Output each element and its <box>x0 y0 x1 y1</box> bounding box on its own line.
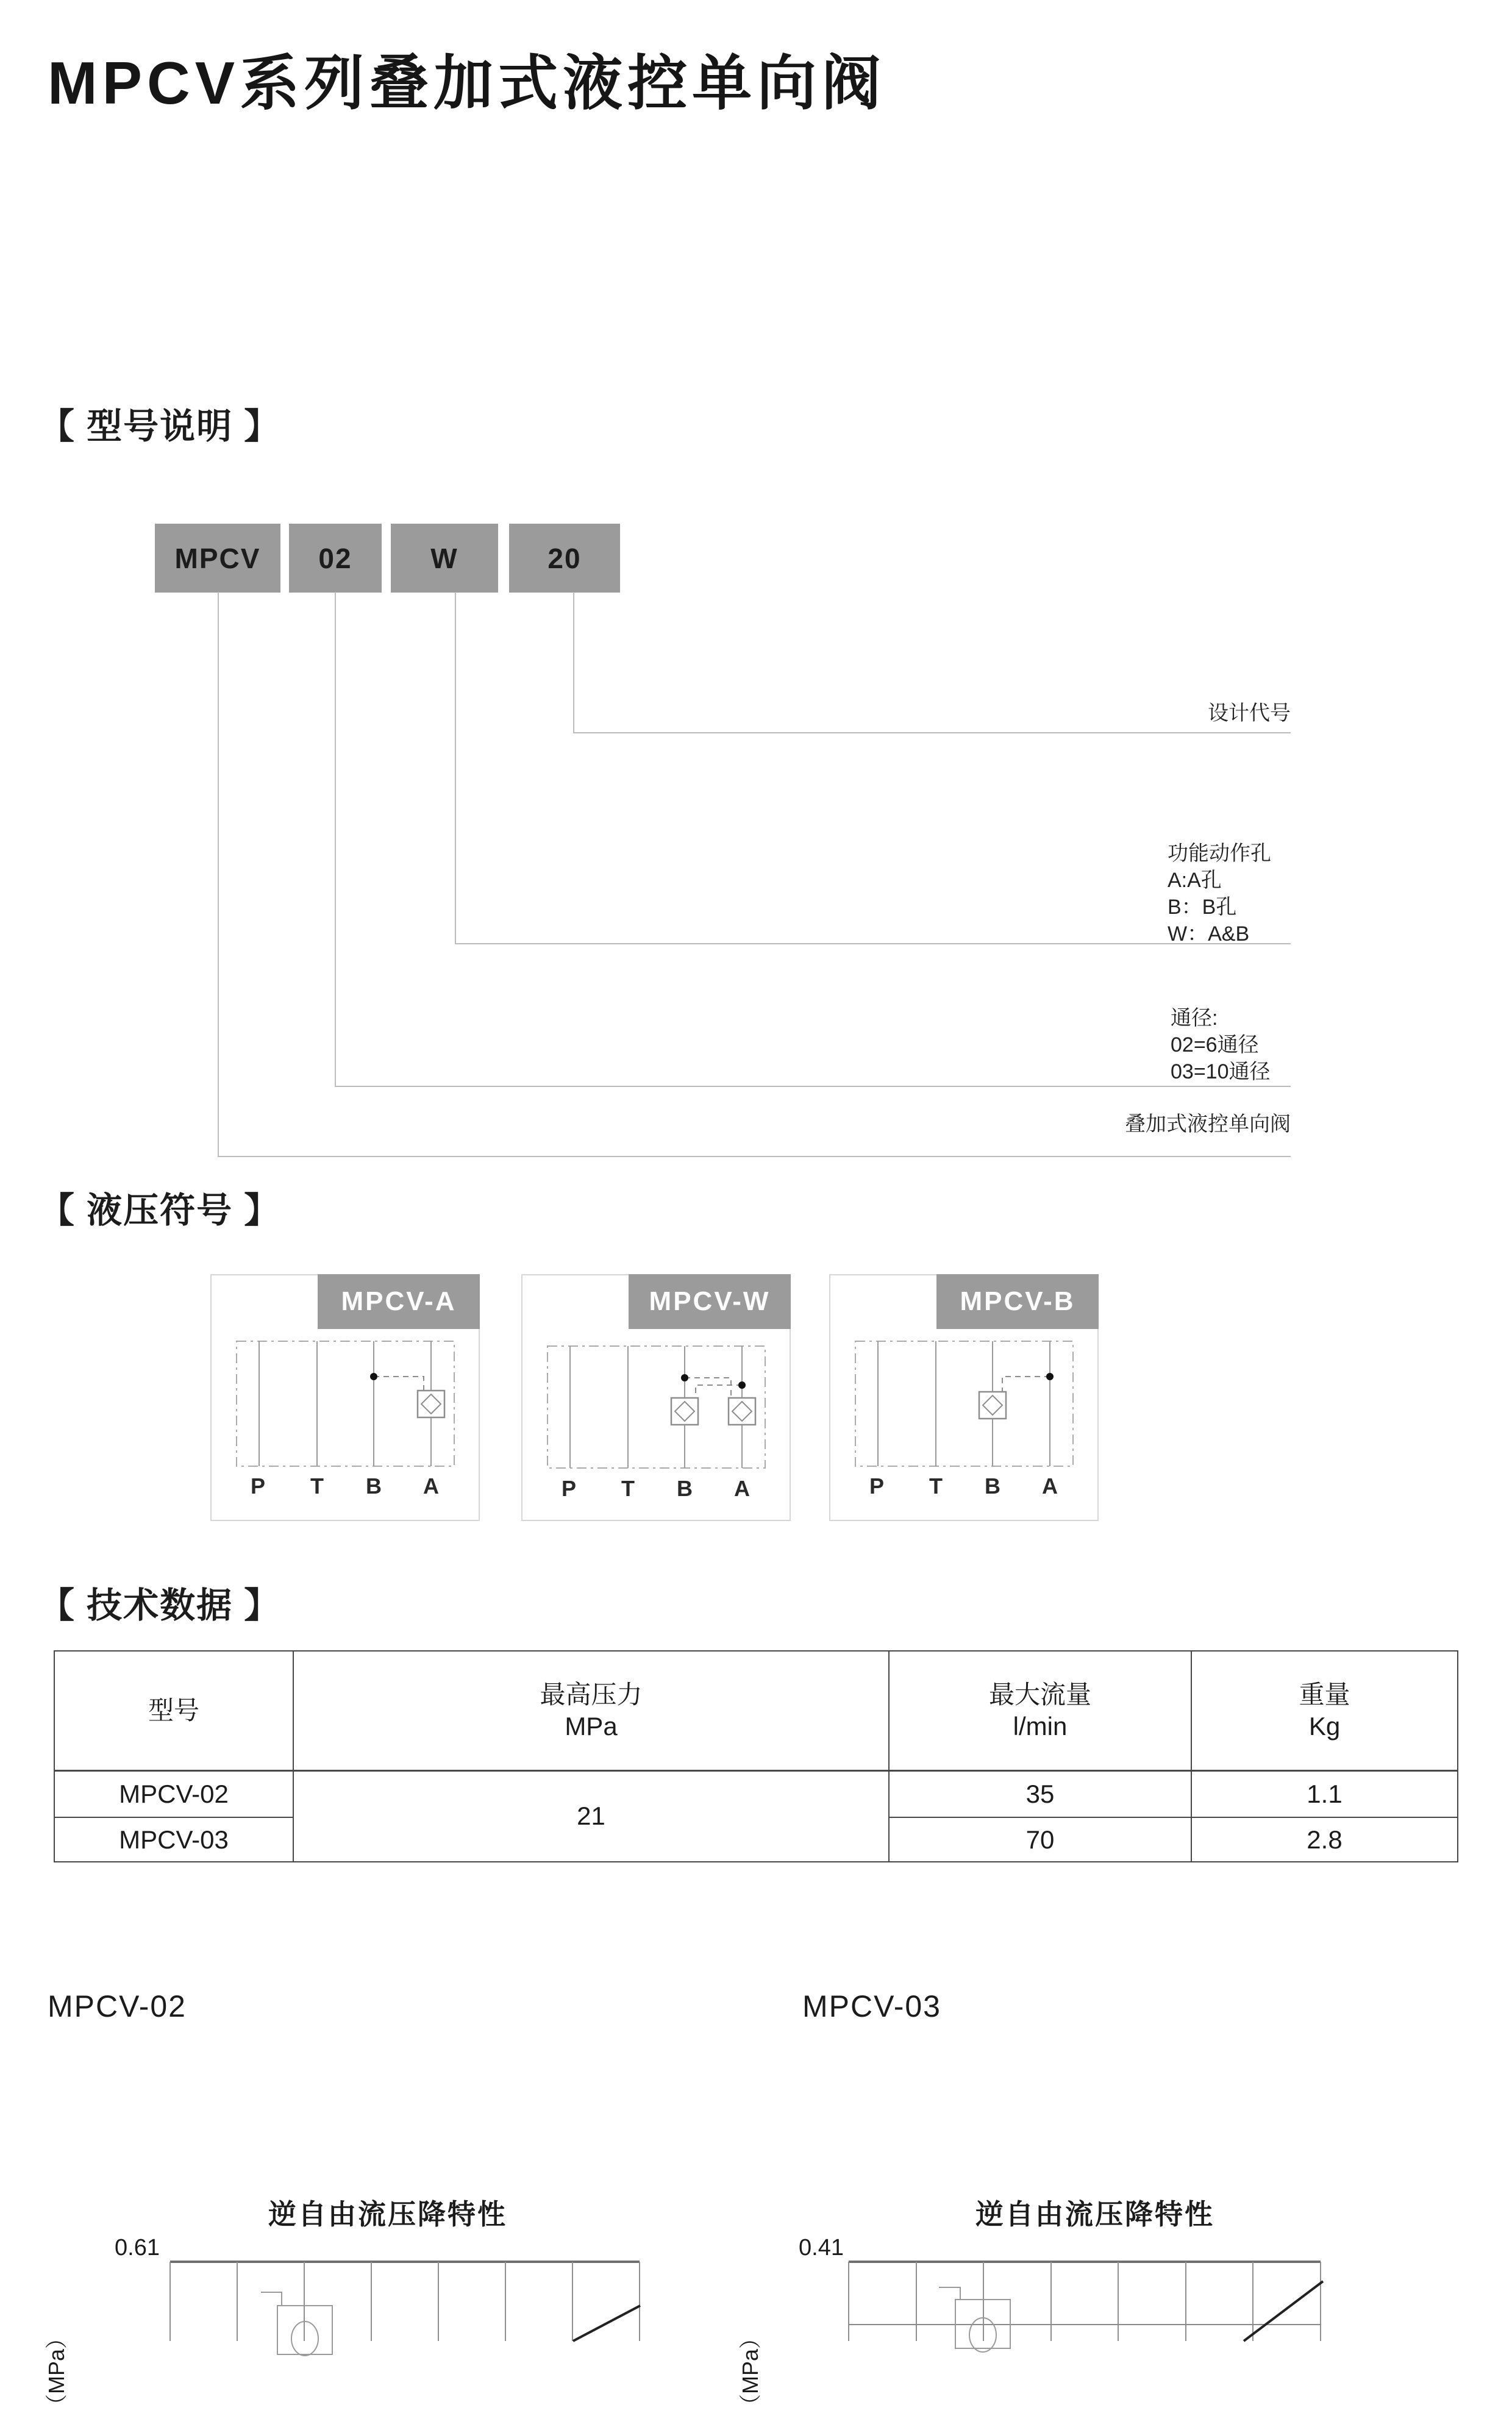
port-label-a: A <box>734 1476 750 1501</box>
chart-grid-left <box>67 2225 695 2341</box>
connector-function-vertical <box>455 592 456 944</box>
model-code-box-function: W <box>391 524 498 593</box>
callout-function-port-line2: A:A孔 <box>1168 869 1222 892</box>
y-axis-tick-left: 0.61 <box>115 2235 160 2261</box>
model-code-box-series: MPCV <box>155 524 280 593</box>
panel-label-mpcv-w: MPCV-W <box>629 1274 791 1329</box>
table-header-weight: 重量 Kg <box>1191 1651 1458 1770</box>
tech-data-table <box>54 1650 1458 1862</box>
page-title: MPCV系列叠加式液控单向阀 <box>48 49 886 116</box>
table-row <box>54 1770 1458 1817</box>
section-heading-model-code: 【 型号说明 】 <box>39 407 281 446</box>
symbol-panel-mpcv-b <box>829 1274 1099 1521</box>
section-heading-tech-data: 【 技术数据 】 <box>39 1586 281 1625</box>
callout-size-line2: 02=6通径 <box>1171 1033 1259 1057</box>
port-label-p: P <box>561 1476 577 1501</box>
connector-series-horizontal <box>218 1156 1291 1157</box>
cell-model-2: MPCV-03 <box>54 1817 293 1862</box>
connector-size-horizontal <box>335 1086 1291 1087</box>
y-axis-unit-right: （MPa） <box>738 2326 763 2416</box>
connector-series-vertical <box>218 592 219 1156</box>
valve-sketch-hook <box>939 2287 960 2300</box>
port-label-b: B <box>366 1473 382 1498</box>
pilot-junction-dot-a <box>738 1381 746 1389</box>
callout-base-name: 叠加式液控单向阀 <box>1125 1113 1291 1136</box>
pilot-junction-dot <box>1046 1373 1054 1380</box>
chart-title-left: 逆自由流压降特性 <box>268 2198 507 2230</box>
callout-size <box>1171 1005 1271 1085</box>
table-header-flow: 最大流量 l/min <box>889 1651 1191 1770</box>
model-code-box-design: 20 <box>509 524 620 593</box>
connector-design-horizontal <box>573 732 1291 733</box>
chart-model-label-right: MPCV-03 <box>802 1989 941 2023</box>
callout-function-port-line4: W：A&B <box>1168 922 1250 946</box>
cell-pressure-merged: 21 <box>293 1770 889 1862</box>
port-label-a: A <box>423 1473 439 1498</box>
port-label-a: A <box>1042 1473 1058 1498</box>
port-label-t: T <box>310 1473 324 1498</box>
callout-function-port-line3: B：B孔 <box>1168 896 1237 919</box>
pressure-drop-curve <box>573 2306 640 2341</box>
panel-label-mpcv-b: MPCV-B <box>936 1274 1099 1329</box>
pilot-junction-dot-b <box>681 1374 688 1381</box>
symbol-panel-mpcv-a <box>210 1274 480 1521</box>
y-axis-tick-right: 0.41 <box>799 2235 844 2261</box>
chart-title-right: 逆自由流压降特性 <box>975 2198 1214 2230</box>
connector-size-vertical <box>335 592 336 1086</box>
port-label-p: P <box>869 1473 885 1498</box>
pilot-junction-dot <box>370 1373 377 1380</box>
valve-sketch-hook <box>261 2292 282 2306</box>
chart-grid-right <box>756 2225 1384 2341</box>
chart-model-label-left: MPCV-02 <box>48 1989 187 2023</box>
callout-design-code: 设计代号 <box>1208 702 1291 725</box>
cell-flow-2: 70 <box>889 1817 1191 1862</box>
callout-size-line1: 通径: <box>1171 1007 1218 1030</box>
section-heading-symbols: 【 液压符号 】 <box>39 1191 281 1230</box>
table-header-pressure: 最高压力 MPa <box>293 1651 889 1770</box>
pressure-drop-curve <box>1244 2281 1323 2341</box>
connector-design-vertical <box>573 592 574 733</box>
port-label-b: B <box>985 1473 1000 1498</box>
port-label-t: T <box>621 1476 635 1501</box>
port-label-p: P <box>250 1473 266 1498</box>
port-label-b: B <box>677 1476 693 1501</box>
table-header-model: 型号 <box>54 1651 293 1770</box>
port-label-t: T <box>929 1473 943 1498</box>
model-code-box-size: 02 <box>289 524 382 593</box>
cell-weight-2: 2.8 <box>1191 1817 1458 1862</box>
panel-label-mpcv-a: MPCV-A <box>318 1274 480 1329</box>
y-axis-unit-left: （MPa） <box>44 2326 69 2416</box>
callout-function-port-line1: 功能动作孔 <box>1168 842 1271 865</box>
cell-flow-1: 35 <box>889 1770 1191 1817</box>
symbol-panel-mpcv-w <box>521 1274 791 1521</box>
cell-weight-1: 1.1 <box>1191 1770 1458 1817</box>
cell-model-1: MPCV-02 <box>54 1770 293 1817</box>
callout-function-port <box>1168 840 1271 947</box>
callout-size-line3: 03=10通径 <box>1171 1060 1271 1083</box>
connector-function-horizontal <box>455 943 1291 944</box>
